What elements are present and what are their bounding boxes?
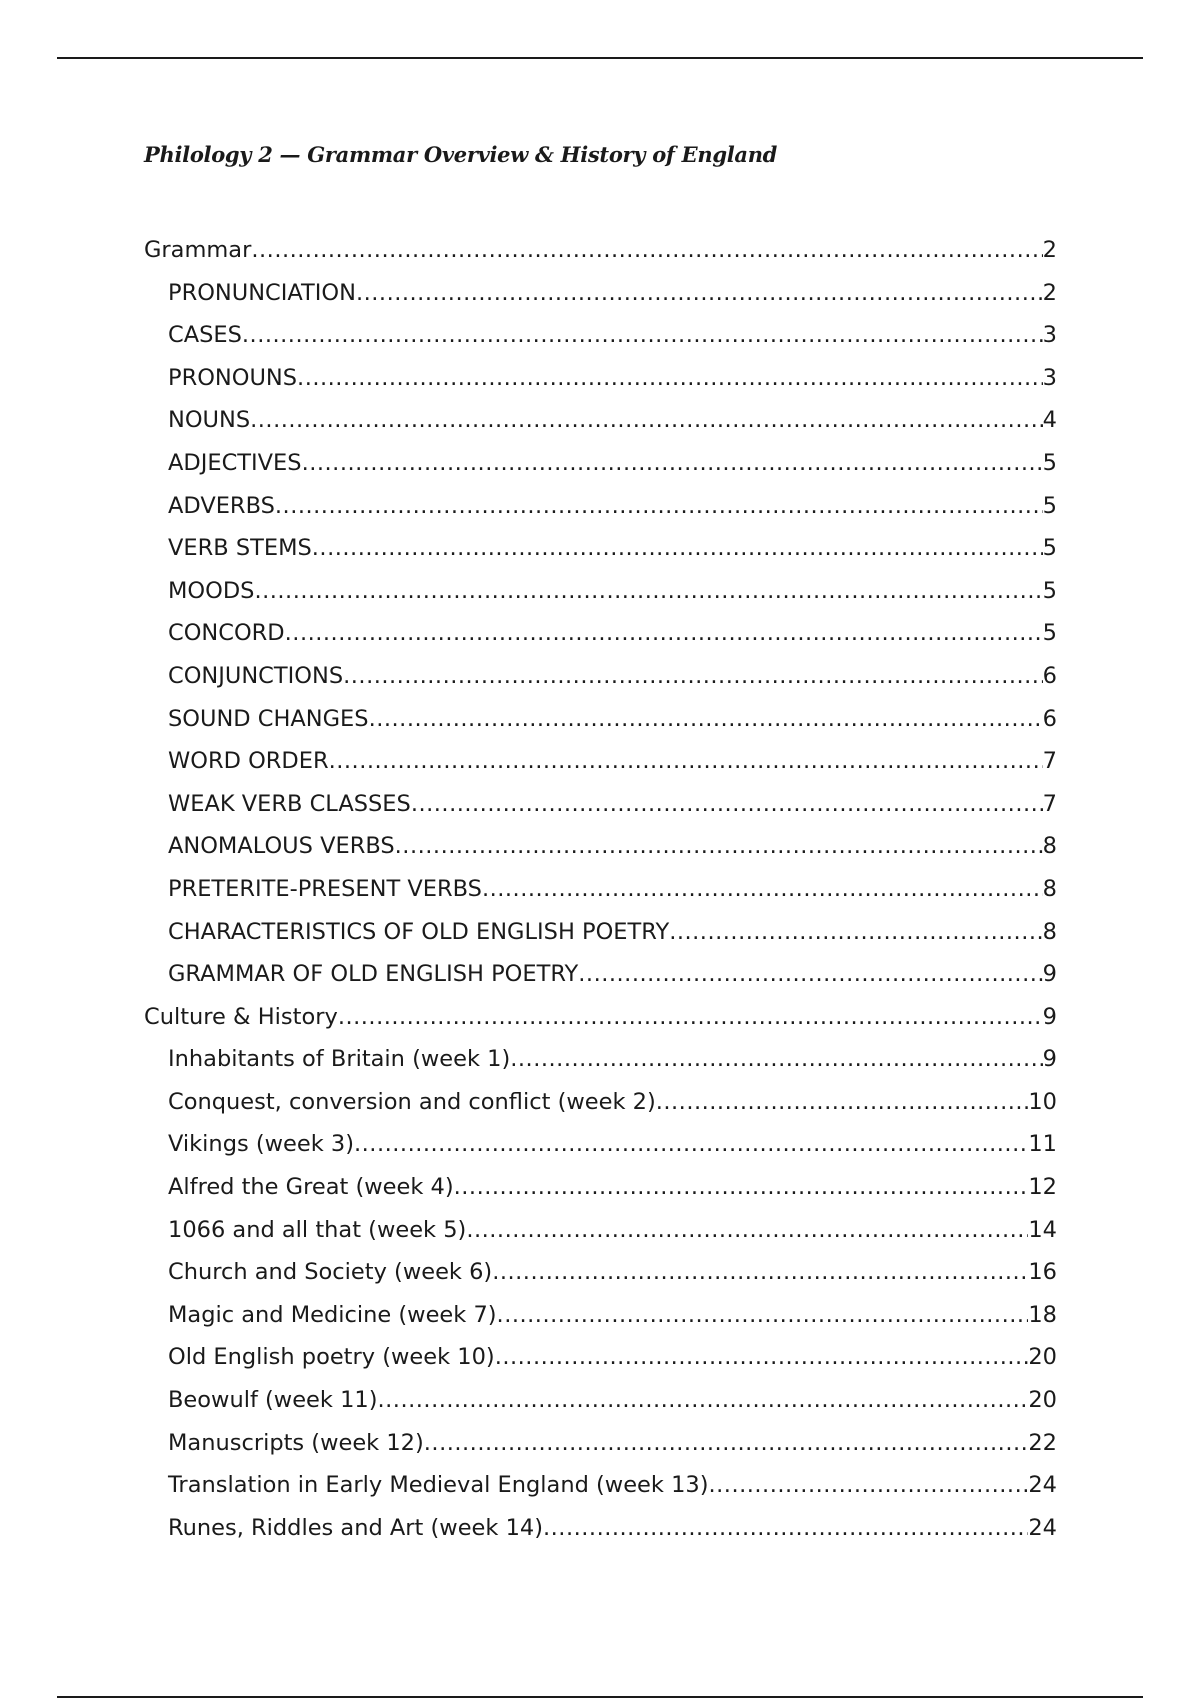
toc-subsection-entry[interactable] — [144, 831, 1057, 874]
toc-entry-label: Manuscripts (week 12) — [168, 1429, 424, 1456]
toc-page-number: 6 — [1042, 662, 1057, 689]
toc-subsection-entry[interactable] — [144, 1172, 1057, 1215]
toc-entry-label: Culture & History — [144, 1003, 338, 1030]
toc-subsection-entry[interactable] — [144, 1257, 1057, 1300]
toc-subsection-entry[interactable] — [144, 917, 1057, 960]
toc-page-number: 20 — [1028, 1387, 1057, 1414]
toc-page-number: 9 — [1042, 1046, 1057, 1073]
toc-entry-label: MOODS — [168, 577, 255, 604]
toc-entry-label: Translation in Early Medieval England (week 13) — [168, 1472, 709, 1499]
toc-dot-leader — [578, 959, 1042, 989]
toc-entry-label: PRETERITE-PRESENT VERBS — [168, 875, 482, 902]
toc-entry-label: PRONUNCIATION — [168, 279, 356, 306]
toc-page-number: 6 — [1042, 705, 1057, 732]
toc-dot-leader — [285, 618, 1043, 648]
toc-entry-label: Church and Society (week 6) — [168, 1259, 493, 1286]
toc-page-number: 9 — [1042, 961, 1057, 988]
toc-page-number: 9 — [1042, 1003, 1057, 1030]
toc-entry-label: WEAK VERB CLASSES — [168, 790, 411, 817]
toc-dot-leader — [543, 1513, 1028, 1543]
toc-entry-label: CONCORD — [168, 620, 285, 647]
toc-section-entry[interactable] — [144, 235, 1057, 278]
toc-subsection-entry[interactable] — [144, 448, 1057, 491]
toc-entry-label: 1066 and all that (week 5) — [168, 1216, 467, 1243]
toc-page-number: 7 — [1042, 790, 1057, 817]
toc-entry-label: Alfred the Great (week 4) — [168, 1174, 454, 1201]
toc-subsection-entry[interactable] — [144, 1129, 1057, 1172]
toc-subsection-entry[interactable] — [144, 1087, 1057, 1130]
toc-entry-label: Vikings (week 3) — [168, 1131, 354, 1158]
toc-entry-label: Old English poetry (week 10) — [168, 1344, 495, 1371]
toc-page-number: 11 — [1028, 1131, 1057, 1158]
toc-page-number: 5 — [1042, 449, 1057, 476]
toc-dot-leader — [656, 1087, 1029, 1117]
table-of-contents — [144, 235, 1057, 1555]
toc-subsection-entry[interactable] — [144, 618, 1057, 661]
toc-dot-leader — [250, 405, 1043, 435]
toc-dot-leader — [482, 874, 1043, 904]
toc-entry-label: SOUND CHANGES — [168, 705, 369, 732]
toc-page-number: 8 — [1042, 875, 1057, 902]
toc-page-number: 24 — [1028, 1514, 1057, 1541]
toc-dot-leader — [312, 533, 1043, 563]
footer-rule — [57, 1696, 1143, 1698]
toc-entry-label: ADJECTIVES — [168, 449, 302, 476]
toc-page-number: 10 — [1028, 1088, 1057, 1115]
toc-dot-leader — [302, 448, 1043, 478]
toc-dot-leader — [424, 1428, 1029, 1458]
toc-subsection-entry[interactable] — [144, 789, 1057, 832]
toc-entry-label: WORD ORDER — [168, 748, 329, 775]
toc-dot-leader — [454, 1172, 1029, 1202]
toc-dot-leader — [669, 917, 1042, 947]
toc-entry-label: Runes, Riddles and Art (week 14) — [168, 1514, 543, 1541]
toc-entry-label: ANOMALOUS VERBS — [168, 833, 395, 860]
toc-dot-leader — [275, 491, 1043, 521]
toc-entry-label: Magic and Medicine (week 7) — [168, 1301, 497, 1328]
toc-page-number: 18 — [1028, 1301, 1057, 1328]
toc-dot-leader — [708, 1470, 1028, 1500]
toc-page-number: 8 — [1042, 833, 1057, 860]
toc-entry-label: CHARACTERISTICS OF OLD ENGLISH POETRY — [168, 918, 670, 945]
toc-dot-leader — [338, 1002, 1043, 1032]
toc-subsection-entry[interactable] — [144, 959, 1057, 1002]
toc-page-number: 4 — [1042, 407, 1057, 434]
toc-subsection-entry[interactable] — [144, 320, 1057, 363]
toc-dot-leader — [354, 1129, 1028, 1159]
toc-subsection-entry[interactable] — [144, 746, 1057, 789]
toc-entry-label: Beowulf (week 11) — [168, 1387, 378, 1414]
toc-dot-leader — [369, 704, 1043, 734]
toc-dot-leader — [329, 746, 1043, 776]
toc-entry-label: NOUNS — [168, 407, 251, 434]
toc-dot-leader — [466, 1215, 1028, 1245]
toc-page-number: 7 — [1042, 748, 1057, 775]
toc-entry-label: GRAMMAR OF OLD ENGLISH POETRY — [168, 961, 579, 988]
toc-page-number: 2 — [1042, 237, 1057, 263]
toc-page-number: 2 — [1042, 279, 1057, 306]
toc-subsection-entry[interactable] — [144, 1470, 1057, 1513]
toc-entry-label: Conquest, conversion and conflict (week 2) — [168, 1088, 656, 1115]
toc-subsection-entry[interactable] — [144, 1215, 1057, 1258]
toc-subsection-entry[interactable] — [144, 1300, 1057, 1343]
toc-page-number: 5 — [1042, 620, 1057, 647]
toc-page-number: 5 — [1042, 492, 1057, 519]
toc-subsection-entry[interactable] — [144, 1044, 1057, 1087]
toc-entry-label: CONJUNCTIONS — [168, 662, 344, 689]
toc-subsection-entry[interactable] — [144, 1428, 1057, 1471]
toc-page-number: 5 — [1042, 577, 1057, 604]
toc-dot-leader — [356, 278, 1043, 308]
toc-entry-label: Inhabitants of Britain (week 1) — [168, 1046, 511, 1073]
toc-subsection-entry[interactable] — [144, 533, 1057, 576]
toc-subsection-entry[interactable] — [144, 491, 1057, 534]
toc-dot-leader — [497, 1300, 1029, 1330]
toc-dot-leader — [297, 363, 1043, 393]
toc-subsection-entry[interactable] — [144, 1342, 1057, 1385]
toc-dot-leader — [495, 1342, 1029, 1372]
toc-page-number: 3 — [1042, 322, 1057, 349]
toc-dot-leader — [510, 1044, 1042, 1074]
toc-page-number: 3 — [1042, 364, 1057, 391]
toc-entry-label: ADVERBS — [168, 492, 275, 519]
toc-page-number: 20 — [1028, 1344, 1057, 1371]
toc-subsection-entry[interactable] — [144, 278, 1057, 321]
toc-section-entry[interactable] — [144, 1002, 1057, 1045]
toc-subsection-entry[interactable] — [144, 661, 1057, 704]
toc-subsection-entry[interactable] — [144, 1513, 1057, 1556]
toc-page-number: 22 — [1028, 1429, 1057, 1456]
header-rule — [57, 57, 1143, 59]
toc-page-number: 8 — [1042, 918, 1057, 945]
toc-page-number: 12 — [1028, 1174, 1057, 1201]
toc-dot-leader — [411, 789, 1043, 819]
toc-page-number: 14 — [1028, 1216, 1057, 1243]
toc-subsection-entry[interactable] — [144, 363, 1057, 406]
toc-dot-leader — [343, 661, 1043, 691]
toc-dot-leader — [242, 320, 1043, 350]
toc-entry-label: CASES — [168, 322, 242, 349]
toc-dot-leader — [251, 235, 1042, 265]
toc-entry-label: Grammar — [144, 237, 252, 263]
toc-dot-leader — [378, 1385, 1029, 1415]
toc-dot-leader — [492, 1257, 1028, 1287]
toc-subsection-entry[interactable] — [144, 1385, 1057, 1428]
toc-page-number: 16 — [1028, 1259, 1057, 1286]
toc-subsection-entry[interactable] — [144, 874, 1057, 917]
toc-page-number: 5 — [1042, 535, 1057, 562]
toc-subsection-entry[interactable] — [144, 576, 1057, 619]
toc-entry-label: VERB STEMS — [168, 535, 312, 562]
toc-entry-label: PRONOUNS — [168, 364, 298, 391]
toc-page-number: 24 — [1028, 1472, 1057, 1499]
document-title: Philology 2 — Grammar Overview & History of England — [144, 142, 778, 167]
toc-dot-leader — [395, 831, 1043, 861]
toc-subsection-entry[interactable] — [144, 704, 1057, 747]
toc-subsection-entry[interactable] — [144, 405, 1057, 448]
toc-dot-leader — [254, 576, 1042, 606]
